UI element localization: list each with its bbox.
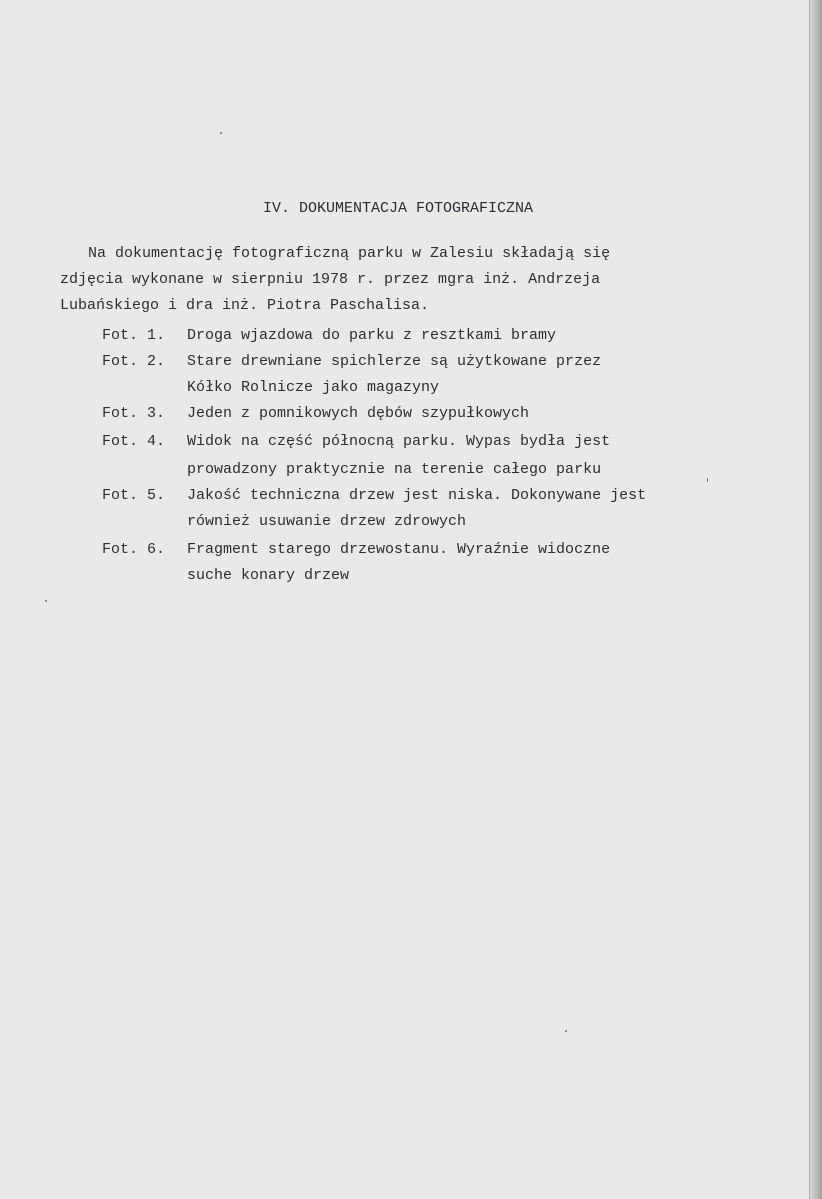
photo-label-1: Fot. 1. (102, 327, 166, 344)
intro-line-3: Lubańskiego i dra inż. Piotra Paschalisa. (60, 297, 430, 314)
section-heading: IV. DOKUMENTACJA FOTOGRAFICZNA (262, 200, 534, 217)
photo-label-4: Fot. 4. (102, 433, 166, 450)
photo-caption-6-line-2: suche konary drzew (187, 567, 350, 584)
photo-label-3: Fot. 3. (102, 405, 166, 422)
intro-line-1: Na dokumentację fotograficzną parku w Zalesiu składają się (88, 245, 611, 262)
photo-caption-6-line-1: Fragment starego drzewostanu. Wyraźnie widoczne (187, 541, 611, 558)
photo-caption-5-line-1: Jakość techniczna drzew jest niska. Dokonywane jest (187, 487, 647, 504)
photo-caption-5-line-2: również usuwanie drzew zdrowych (187, 513, 467, 530)
paper-speck (707, 478, 708, 482)
page-binding-edge (810, 0, 822, 1199)
photo-label-6: Fot. 6. (102, 541, 166, 558)
paper-speck (45, 600, 47, 602)
paper-speck (565, 1030, 567, 1032)
photo-label-2: Fot. 2. (102, 353, 166, 370)
photo-caption-4-line-1: Widok na część północną parku. Wypas bydła jest (187, 433, 611, 450)
photo-caption-2-line-1: Stare drewniane spichlerze są użytkowane przez (187, 353, 602, 370)
intro-line-2: zdjęcia wykonane w sierpniu 1978 r. przez mgra inż. Andrzeja (60, 271, 601, 288)
photo-caption-3-line-1: Jeden z pomnikowych dębów szypułkowych (187, 405, 530, 422)
photo-caption-4-line-2: prowadzony praktycznie na terenie całego parku (187, 461, 602, 478)
photo-caption-2-line-2: Kółko Rolnicze jako magazyny (187, 379, 440, 396)
photo-caption-1-line-1: Droga wjazdowa do parku z resztkami bramy (187, 327, 557, 344)
photo-label-5: Fot. 5. (102, 487, 166, 504)
paper-speck (220, 132, 222, 134)
